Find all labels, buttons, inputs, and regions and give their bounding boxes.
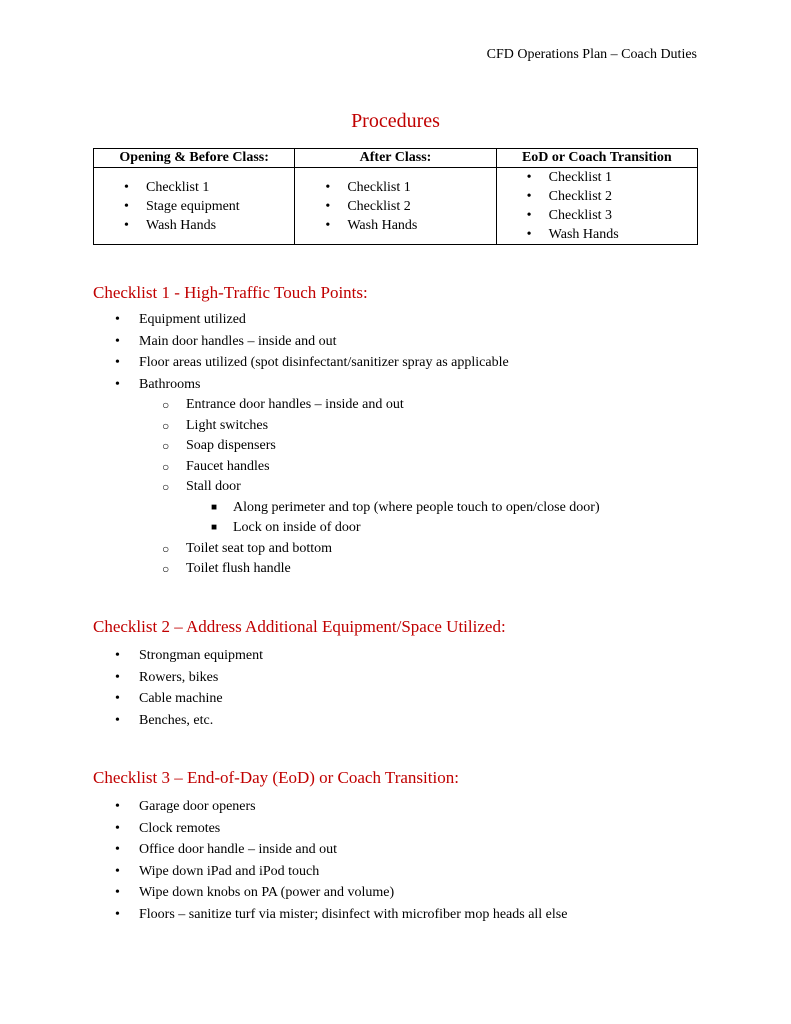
list-item xyxy=(93,839,567,861)
list-item-label: Lock on inside of door xyxy=(233,520,361,535)
circle-bullet-icon: ○ xyxy=(162,398,170,412)
circle-bullet-icon: ○ xyxy=(162,459,170,474)
bullet-icon: • xyxy=(115,712,120,728)
after-class-cell xyxy=(295,168,496,245)
list-item: • Wash Hands xyxy=(549,225,697,244)
circle-bullet-icon: ○ xyxy=(162,541,170,556)
list-item: • Checklist 1 xyxy=(347,178,495,197)
list-item xyxy=(93,331,600,353)
checklist1-heading: Checklist 1 - High-Traffic Touch Points: xyxy=(93,283,368,302)
list-item xyxy=(93,309,600,331)
list-item-label: Toilet seat top and bottom xyxy=(186,540,332,556)
checklist1-list xyxy=(93,309,600,580)
list-item-label: Cable machine xyxy=(139,691,223,706)
bullet-icon: • xyxy=(115,842,120,857)
list-item-label: Soap dispensers xyxy=(186,438,276,453)
opening-cell xyxy=(94,168,295,245)
list-item xyxy=(139,559,600,580)
column-header-opening: Opening & Before Class: xyxy=(94,149,295,168)
list-item-label: Toilet flush handle xyxy=(186,561,291,576)
list-item: • Wash Hands xyxy=(146,216,294,235)
list-item-label: Office door handle – inside and out xyxy=(139,842,338,857)
list-item-label: Floor areas utilized (spot disinfectant/sanitizer spray as applicable xyxy=(139,355,509,370)
list-item-label: Along perimeter and top (where people touch to open/close door) xyxy=(233,499,600,515)
list-item-label: Wipe down knobs on PA (power and volume) xyxy=(139,885,395,900)
checklist3-list xyxy=(93,796,567,925)
list-item-label: Faucet handles xyxy=(186,458,270,474)
bullet-icon: • xyxy=(115,669,120,685)
square-bullet-icon: ■ xyxy=(211,522,218,533)
list-item xyxy=(186,498,600,519)
square-bullet-icon: ■ xyxy=(211,501,218,513)
bullet-icon: • xyxy=(115,799,120,814)
bathrooms-sublist xyxy=(139,395,600,580)
bullet-icon: • xyxy=(115,376,120,392)
list-item-label: Garage door openers xyxy=(139,799,256,814)
list-item: • Checklist 2 xyxy=(347,197,495,216)
bullet-icon: • xyxy=(115,648,120,663)
column-header-after-class: After Class: xyxy=(295,149,496,168)
list-item xyxy=(93,352,600,374)
stall-door-sublist xyxy=(186,498,600,539)
list-item xyxy=(93,882,567,904)
list-item-label: Rowers, bikes xyxy=(139,669,219,685)
circle-bullet-icon: ○ xyxy=(162,439,170,453)
list-item-label: Stall door xyxy=(186,479,241,494)
list-item-label: Equipment utilized xyxy=(139,312,246,327)
list-item xyxy=(93,645,263,667)
list-item-label: Main door handles – inside and out xyxy=(139,333,337,349)
list-item xyxy=(93,904,567,926)
list-item xyxy=(93,818,567,840)
list-item-label: Floors – sanitize turf via mister; disinfect with microfiber mop heads all else xyxy=(139,906,568,922)
list-item xyxy=(139,457,600,478)
list-item xyxy=(93,688,263,710)
list-item-label: Clock remotes xyxy=(139,820,221,836)
circle-bullet-icon: ○ xyxy=(162,418,170,433)
list-item-label: Strongman equipment xyxy=(139,648,264,663)
bullet-icon: • xyxy=(115,333,120,349)
bullet-icon: • xyxy=(115,312,120,327)
checklist2-list xyxy=(93,645,263,731)
procedures-table xyxy=(93,148,698,245)
list-item: • Wash Hands xyxy=(347,216,495,235)
list-item: • Stage equipment xyxy=(146,197,294,216)
page-title: Procedures xyxy=(351,110,440,132)
bullet-icon: • xyxy=(115,355,120,370)
list-item: • Checklist 3 xyxy=(549,206,697,225)
column-header-eod: EoD or Coach Transition xyxy=(496,149,697,168)
list-item xyxy=(139,539,600,560)
checklist3-heading: Checklist 3 – End-of-Day (EoD) or Coach Transition: xyxy=(93,768,459,787)
circle-bullet-icon: ○ xyxy=(162,562,170,576)
list-item xyxy=(93,796,567,818)
list-item-label: Light switches xyxy=(186,417,269,433)
bullet-icon: • xyxy=(115,691,120,706)
list-item xyxy=(93,374,600,580)
list-item xyxy=(139,477,600,539)
page-header: CFD Operations Plan – Coach Duties xyxy=(486,47,697,62)
list-item xyxy=(93,710,263,732)
list-item-label: Wipe down iPad and iPod touch xyxy=(139,863,320,879)
list-item-label: Bathrooms xyxy=(139,376,201,392)
bullet-icon: • xyxy=(115,863,120,879)
circle-bullet-icon: ○ xyxy=(162,480,170,494)
list-item: • Checklist 2 xyxy=(549,187,697,206)
bullet-icon: • xyxy=(115,906,120,922)
list-item xyxy=(93,667,263,689)
bullet-icon: • xyxy=(115,820,120,836)
list-item: • Checklist 1 xyxy=(146,178,294,197)
eod-cell xyxy=(496,168,697,245)
checklist2-heading: Checklist 2 – Address Additional Equipment/Space Utilized: xyxy=(93,617,506,636)
list-item xyxy=(139,416,600,437)
list-item xyxy=(186,518,600,539)
list-item xyxy=(139,395,600,416)
bullet-icon: • xyxy=(115,885,120,900)
list-item-label: Benches, etc. xyxy=(139,712,214,728)
list-item xyxy=(93,861,567,883)
list-item xyxy=(139,436,600,457)
list-item: • Checklist 1 xyxy=(549,168,697,187)
list-item-label: Entrance door handles – inside and out xyxy=(186,397,404,412)
